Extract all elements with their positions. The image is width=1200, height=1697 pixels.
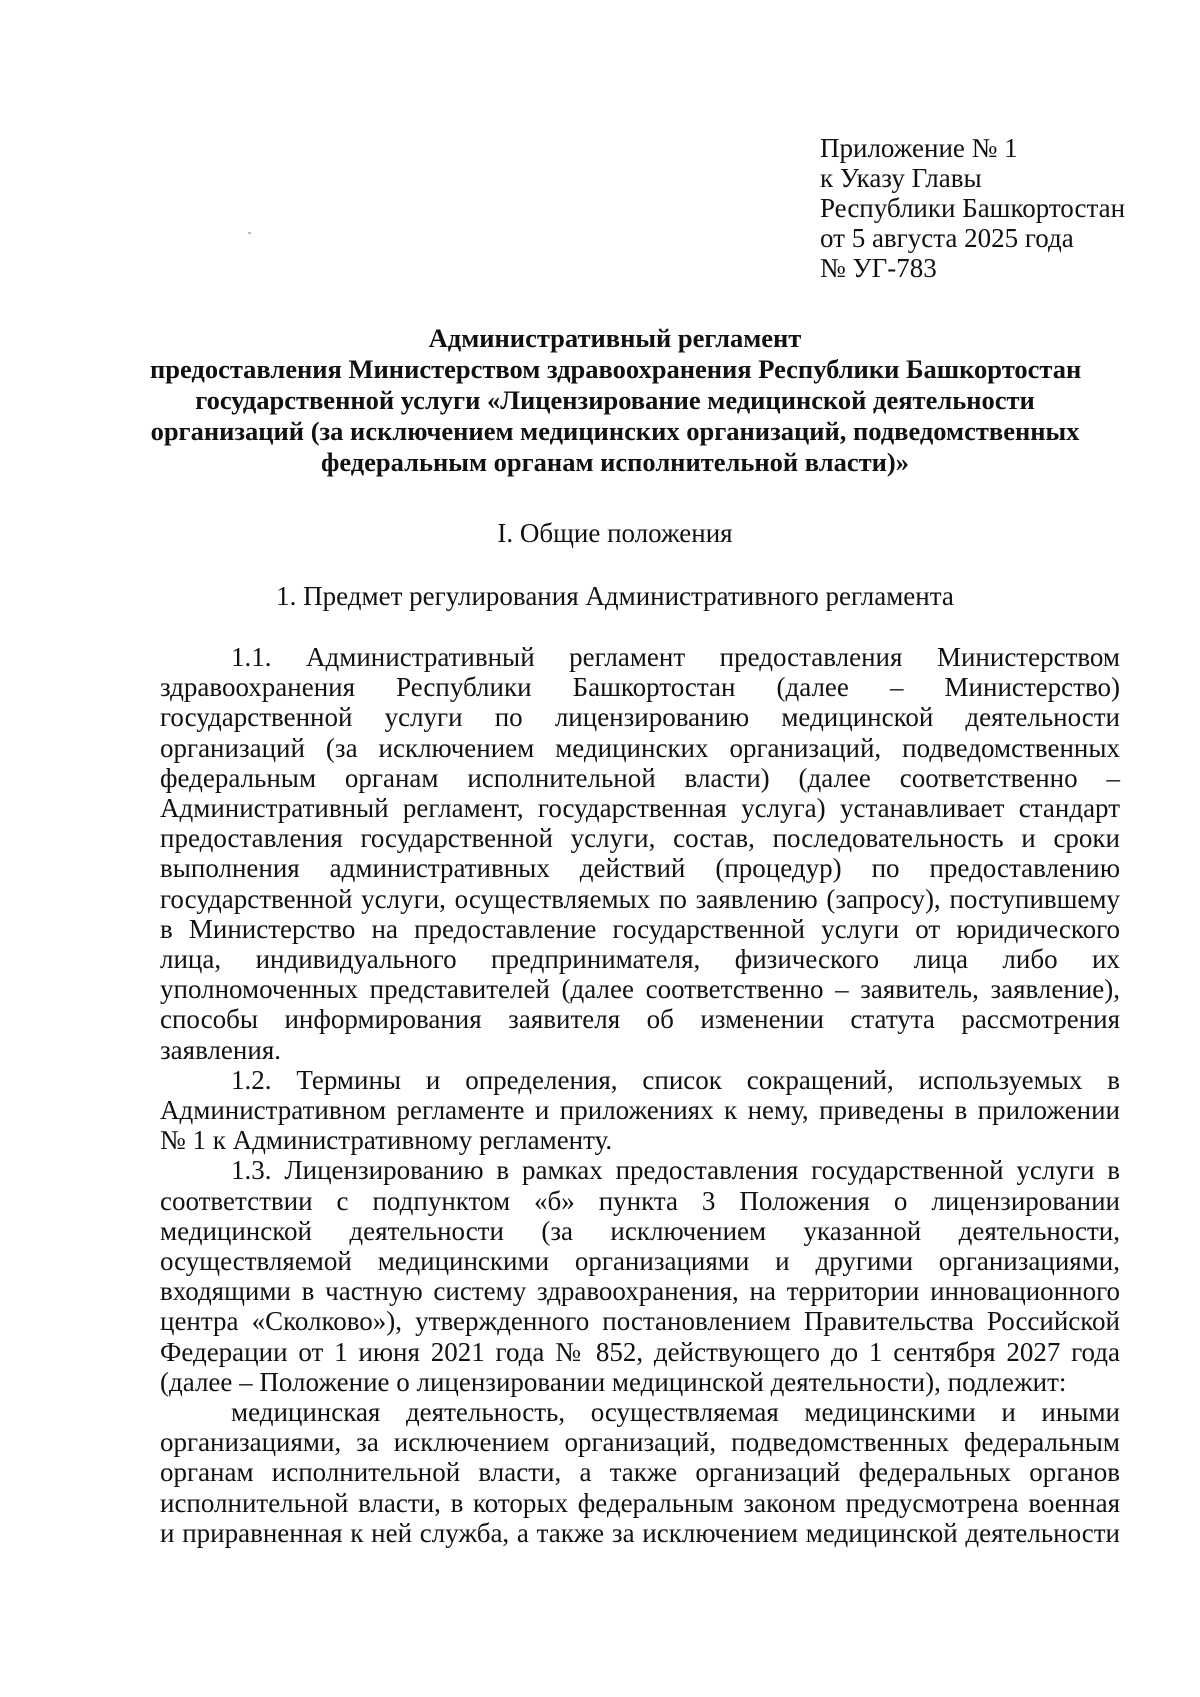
document-body [160,642,1120,1548]
appendix-republic: Республики Башкортостан [820,193,1126,223]
appendix-date: от 5 августа 2025 года [820,223,1074,253]
paragraph-1-2: 1.2. Термины и определения, список сокращений, используемых в Административном регламенте и приложениях к нему, приведены в приложении № 1 к Административному регламенту. [160,1064,1120,1156]
paragraph-1-1: 1.1. Административный регламент предоставления Министерством здравоохранения Республики Башкортостан (далее – Министерство) государственной услуги по лицензированию медицинской деятельности организаций (за исключением медицинских организаций, подведомственных федеральным органам исполнительной власти) (далее соответственно – Административный регламент, государственная услуга) устанавливает стандарт предоставления государственной услуги, состав, последовательность и сроки выполнения административных действий (процедур) по предоставлению государственной услуги, осуществляемых по заявлению (запросу), поступившему в Министерство на предоставление государственной услуги от юридического лица, индивидуального предпринимателя, физического лица либо их уполномоченных представителей (далее соответственно – заявитель, заявление), способы информирования заявителя об изменении статута рассмотрения заявления. [160,642,1120,1065]
title-line-5: федеральным органам исполнительной власти)» [321,447,909,477]
appendix-decree-number: № УГ-783 [820,253,937,283]
scan-speck [248,232,251,234]
appendix-header [820,133,1125,283]
document-title [150,323,1080,478]
appendix-decree: к Указу Главы [820,163,982,193]
paragraph-1-3-item: медицинская деятельность, осуществляемая медицинскими и иными организациями, за исключением организаций, подведомственных федеральным органам исполнительной власти, а также организаций федеральных органов исполнительной власти, в которых федеральным законом предусмотрена военная и приравненная к ней служба, а также за исключением медицинской деятельности [160,1397,1120,1548]
title-line-2: предоставления Министерством здравоохранения Республики Башкортостан [150,354,1082,384]
paragraph-1-3: 1.3. Лицензированию в рамках предоставления государственной услуги в соответствии с подпунктом «б» пункта 3 Положения о лицензировании медицинской деятельности (за исключением указанной деятельности, осуществляемой медицинскими организациями и другими организациями, входящими в частную систему здравоохранения, на территории инновационного центра «Сколково»), утвержденного постановлением Правительства Российской Федерации от 1 июня 2021 года № 852, действующего до 1 сентября 2027 года (далее – Положение о лицензировании медицинской деятельности), подлежит: [160,1155,1120,1397]
subsection-heading: 1. Предмет регулирования Административного регламента [276,581,954,611]
title-line-4: организаций (за исключением медицинских организаций, подведомственных [150,416,1080,446]
appendix-number: Приложение № 1 [820,133,1018,163]
section-heading: I. Общие положения [497,518,733,548]
title-line-1: Административный регламент [428,323,802,353]
title-line-3: государственной услуги «Лицензирование медицинской деятельности [195,385,1035,415]
